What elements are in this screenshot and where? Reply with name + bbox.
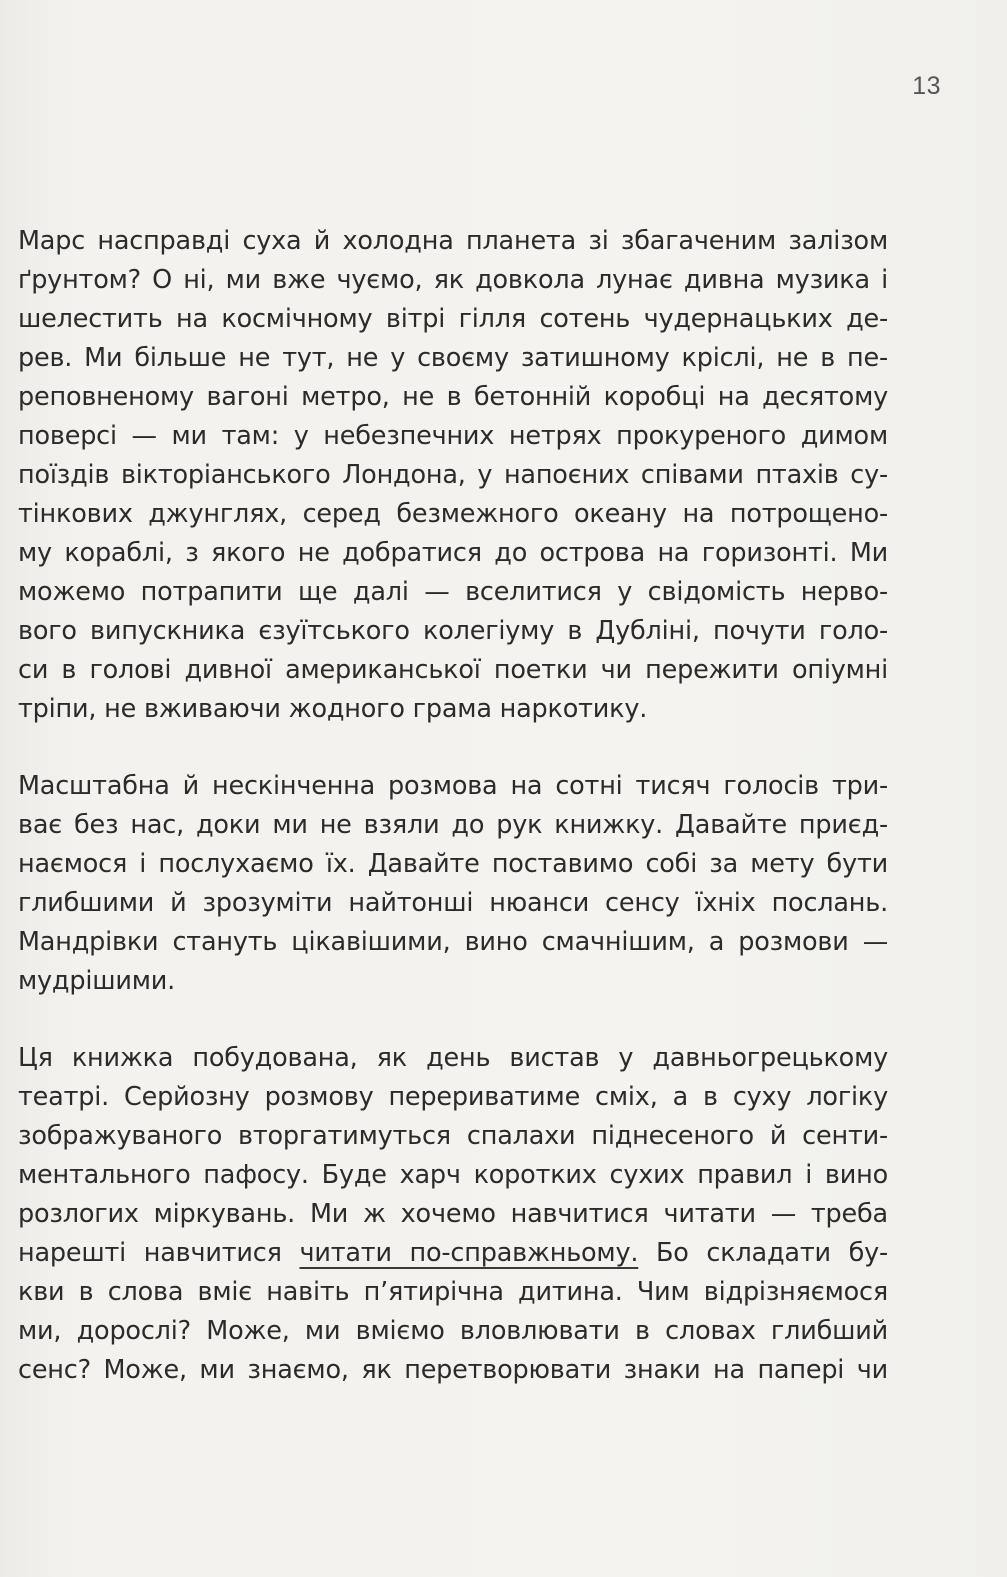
text-line: ґрунтом? О ні, ми вже чуємо, як довкола лунає дивна музика і	[18, 265, 888, 295]
body-text	[18, 222, 888, 1390]
text-line: поверсі — ми там: у небезпечних нетрях прокуреного димом	[18, 421, 888, 451]
text-line: му кораблі, з якого не добратися до острова на горизонті. Ми	[18, 538, 888, 568]
text-line: Ця книжка побудована, як день вистав у давньогрецькому	[18, 1043, 888, 1073]
text-line: можемо потрапити ще далі — вселитися у свідомість нерво-	[18, 577, 888, 607]
text-line: зображуваного вторгатимуться спалахи піднесеного й сенти-	[18, 1121, 888, 1151]
paragraph-spacer	[18, 1001, 888, 1039]
text-line: театрі. Серйозну розмову перериватиме сміх, а в суху логіку	[18, 1082, 888, 1112]
text-line: ває без нас, доки ми не взяли до рук книжку. Давайте приєд-	[18, 810, 888, 840]
text-line: наємося і послухаємо їх. Давайте поставимо собі за мету бути	[18, 849, 888, 879]
text-line: ментального пафосу. Буде харч коротких сухих правил і вино	[18, 1160, 888, 1190]
page-number: 13	[912, 72, 941, 100]
text-line: вого випускника єзуїтського колегіуму в Дубліні, почути голо-	[18, 616, 888, 646]
paragraph-spacer	[18, 729, 888, 767]
text-line: си в голові дивної американської поетки чи пережити опіумні	[18, 655, 888, 685]
text-line: глибшими й зрозуміти найтонші нюанси сенсу їхніх послань.	[18, 888, 888, 918]
text-line: рев. Ми більше не тут, не у своєму затишному кріслі, не в пе-	[18, 343, 888, 373]
text-line: Масштабна й нескінченна розмова на сотні тисяч голосів три-	[18, 771, 888, 801]
text-line: мудрішими.	[18, 966, 176, 996]
paragraph-1	[18, 222, 888, 729]
text-line: реповненому вагоні метро, не в бетонній коробці на десятому	[18, 382, 888, 412]
text-line: поїздів вікторіанського Лондона, у напоєних співами птахів су-	[18, 460, 888, 490]
text-fragment: Бо складати бу-	[638, 1238, 889, 1268]
text-line: шелестить на космічному вітрі гілля сотень чудернацьких де-	[18, 304, 888, 334]
text-line: тріпи, не вживаючи жодного грама наркотику.	[18, 694, 648, 724]
text-line: Марс насправді суха й холодна планета зі збагаченим залізом	[18, 226, 888, 256]
paragraph-2	[18, 767, 888, 1001]
text-line: тінкових джунглях, серед безмежного океану на потрощено-	[18, 499, 888, 529]
paragraph-3	[18, 1039, 888, 1390]
text-line-with-underline	[18, 1234, 888, 1273]
text-line: сенс? Може, ми знаємо, як перетворювати знаки на папері чи	[18, 1355, 888, 1385]
underlined-phrase: читати по-справжньому.	[299, 1238, 639, 1268]
text-line: Мандрівки стануть цікавішими, вино смачнішим, а розмови —	[18, 927, 888, 957]
text-line: ми, дорослі? Може, ми вміємо вловлювати в словах глибший	[18, 1316, 888, 1346]
text-fragment: нарешті навчитися	[18, 1238, 300, 1268]
text-line: кви в слова вміє навіть п’ятирічна дитина. Чим відрізняємося	[18, 1277, 888, 1307]
text-line: розлогих міркувань. Ми ж хочемо навчитися читати — треба	[18, 1199, 888, 1229]
